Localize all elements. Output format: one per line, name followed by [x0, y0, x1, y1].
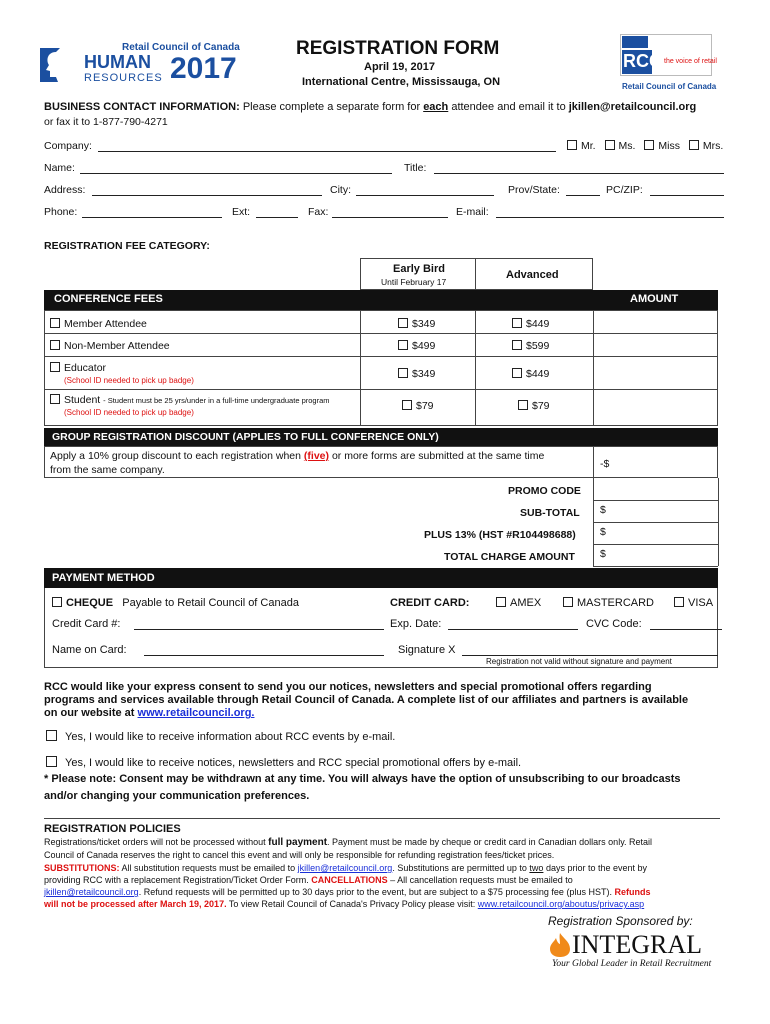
mastercard-checkbox[interactable]	[563, 597, 573, 607]
group-discount-bar: GROUP REGISTRATION DISCOUNT (APPLIES TO FULL CONFERENCE ONLY)	[44, 428, 718, 446]
policy-line-3: SUBSTITUTIONS: All substitution requests must be emailed to jkillen@retailcouncil.org. Substitutions are permitted up to two days prior to the event by	[44, 863, 647, 873]
event-date: April 19, 2017	[364, 61, 435, 73]
amex-checkbox[interactable]	[496, 597, 506, 607]
signature-note: Registration not valid without signature and payment	[486, 657, 672, 666]
cancellation-email-link[interactable]: jkillen@retailcouncil.org	[44, 887, 139, 897]
ext-field[interactable]	[256, 217, 298, 218]
student-note: (School ID needed to pick up badge)	[64, 408, 194, 417]
educator-note: (School ID needed to pick up badge)	[64, 376, 194, 385]
address-field[interactable]	[92, 195, 322, 196]
conference-fees-bar: CONFERENCE FEES AMOUNT	[44, 290, 718, 310]
pc-field[interactable]	[650, 195, 724, 196]
cvc-label: CVC Code:	[586, 618, 642, 630]
website-link[interactable]: www.retailcouncil.org.	[137, 707, 255, 719]
signature-label: Signature X	[398, 644, 456, 656]
city-label: City:	[330, 184, 351, 196]
page-title: REGISTRATION FORM	[296, 38, 500, 59]
ext-label: Ext:	[232, 206, 251, 218]
logo-top-text: Retail Council of Canada	[122, 42, 240, 53]
contact-email[interactable]: jkillen@retailcouncil.org	[568, 101, 697, 113]
consent-option-events: Yes, I would like to receive information about RCC events by e-mail.	[46, 730, 395, 743]
consent-note-2: and/or changing your communication preferences.	[44, 790, 310, 802]
fax-line: or fax it to 1-877-790-4271	[44, 116, 168, 128]
consent-note-1: * Please note: Consent may be withdrawn at any time. You will always have the option of unsubscribing to our broadcasts	[44, 773, 681, 785]
promo-code-label: PROMO CODE	[508, 485, 581, 497]
mr-checkbox[interactable]	[567, 140, 577, 150]
early-bird-header: Early Bird Until February 17	[360, 258, 476, 290]
table-row: Member Attendee	[50, 318, 147, 330]
rcc-tagline: the voice of retail	[664, 58, 717, 65]
flame-icon	[548, 932, 572, 958]
company-field[interactable]	[98, 151, 556, 152]
consent-line-2: programs and services available through Retail Council of Canada. A complete list of our affiliates and partners is available	[44, 694, 689, 706]
name-field[interactable]	[80, 173, 392, 174]
consent-line-3: on our website at www.retailcouncil.org.	[44, 707, 255, 719]
company-label: Company:	[44, 140, 92, 152]
consent-line-1: RCC would like your express consent to send you our notices, newsletters and special promotional offers regarding	[44, 681, 652, 693]
member-checkbox[interactable]	[50, 318, 60, 328]
visa-checkbox[interactable]	[674, 597, 684, 607]
name-on-card-label: Name on Card:	[52, 644, 127, 656]
student-early-checkbox[interactable]	[402, 400, 412, 410]
policy-line-4: providing RCC with a replacement Registration/Ticket Order Form. CANCELLATIONS – All cancellation requests must be emailed to	[44, 875, 573, 885]
exp-date-label: Exp. Date:	[390, 618, 442, 630]
consent-option-offers: Yes, I would like to receive notices, newsletters and RCC special promotional offers by e-mail.	[46, 756, 521, 769]
consent-offers-checkbox[interactable]	[46, 756, 57, 767]
card-number-field[interactable]	[134, 629, 384, 630]
prov-label: Prov/State:	[508, 184, 560, 196]
student-adv-checkbox[interactable]	[518, 400, 528, 410]
name-on-card-field[interactable]	[144, 655, 384, 656]
consent-events-checkbox[interactable]	[46, 730, 57, 741]
salutation-options: Mr. Ms. Miss Mrs.	[567, 140, 723, 152]
table-row: Educator	[50, 362, 106, 374]
nonmember-adv-checkbox[interactable]	[512, 340, 522, 350]
student-early-price: $79	[402, 400, 434, 412]
card-number-label: Credit Card #:	[52, 618, 121, 630]
member-adv-price: $449	[512, 318, 549, 330]
member-early-price: $349	[398, 318, 435, 330]
cheque-option: CHEQUE Payable to Retail Council of Canada	[52, 597, 299, 609]
policy-line-1: Registrations/ticket orders will not be processed without full payment. Payment must be made by cheque or credit card in Canadian dollars only. Retail	[44, 837, 653, 848]
educator-checkbox[interactable]	[50, 362, 60, 372]
rcc-logo-text: RCC	[623, 51, 662, 71]
member-early-checkbox[interactable]	[398, 318, 408, 328]
hr-2017-logo	[36, 40, 246, 88]
hst-label: PLUS 13% (HST #R104498688)	[424, 529, 576, 541]
miss-checkbox[interactable]	[644, 140, 654, 150]
student-checkbox[interactable]	[50, 394, 60, 404]
table-row: Student - Student must be 25 yrs/under in a full-time undergraduate program	[50, 394, 330, 406]
pc-label: PC/ZIP:	[606, 184, 643, 196]
nonmember-early-checkbox[interactable]	[398, 340, 408, 350]
subtotal-value[interactable]: $	[600, 504, 606, 516]
credit-card-label: CREDIT CARD:	[390, 597, 470, 609]
cheque-checkbox[interactable]	[52, 597, 62, 607]
exp-date-field[interactable]	[448, 629, 578, 630]
total-value[interactable]: $	[600, 548, 606, 560]
member-adv-checkbox[interactable]	[512, 318, 522, 328]
educator-adv-checkbox[interactable]	[512, 368, 522, 378]
cvc-field[interactable]	[650, 629, 722, 630]
event-venue: International Centre, Mississauga, ON	[302, 76, 501, 88]
educator-adv-price: $449	[512, 368, 549, 380]
integral-tagline: Your Global Leader in Retail Recruitment	[552, 959, 712, 969]
educator-early-checkbox[interactable]	[398, 368, 408, 378]
group-discount-text: Apply a 10% group discount to each registration when (five) or more forms are submitted at the same time	[50, 450, 545, 462]
privacy-policy-link[interactable]: www.retailcouncil.org/aboutus/privacy.asp	[477, 899, 645, 909]
title-field[interactable]	[434, 173, 724, 174]
prov-field[interactable]	[566, 195, 600, 196]
email-field[interactable]	[496, 217, 724, 218]
substitution-email-link[interactable]: jkillen@retailcouncil.org	[297, 863, 393, 873]
policy-line-2: Council of Canada reserves the right to cancel this event and will only be responsible for refunding registration fees/ticket prices.	[44, 850, 555, 860]
nonmember-checkbox[interactable]	[50, 340, 60, 350]
total-label: TOTAL CHARGE AMOUNT	[444, 551, 575, 563]
name-label: Name:	[44, 162, 75, 174]
hst-value[interactable]: $	[600, 526, 606, 538]
promo-code-field[interactable]	[594, 479, 718, 500]
logo-human-text: HUMAN	[84, 52, 151, 72]
advanced-header: Advanced	[475, 258, 593, 290]
logo-resources-text: RESOURCES	[84, 72, 163, 84]
group-discount-text-2: from the same company.	[50, 464, 165, 476]
email-label: E-mail:	[456, 206, 489, 218]
nonmember-early-price: $499	[398, 340, 435, 352]
policies-heading: REGISTRATION POLICIES	[44, 823, 181, 835]
amex-option: AMEX	[496, 597, 541, 609]
city-field[interactable]	[356, 195, 494, 196]
nonmember-adv-price: $599	[512, 340, 549, 352]
rcc-logo	[620, 34, 717, 92]
phone-label: Phone:	[44, 206, 78, 218]
subtotal-label: SUB-TOTAL	[520, 507, 580, 519]
visa-option: VISA	[674, 597, 713, 609]
mrs-checkbox[interactable]	[689, 140, 699, 150]
logo-year-text: 2017	[170, 52, 237, 85]
address-label: Address:	[44, 184, 86, 196]
student-adv-price: $79	[518, 400, 550, 412]
integral-logo	[548, 930, 728, 974]
sponsor-label: Registration Sponsored by:	[548, 914, 693, 928]
title-label: Title:	[404, 162, 427, 174]
head-silhouette-icon	[36, 44, 78, 86]
group-discount-amount[interactable]: -$	[600, 458, 610, 470]
ms-checkbox[interactable]	[605, 140, 615, 150]
mastercard-option: MASTERCARD	[563, 597, 654, 609]
educator-early-price: $349	[398, 368, 435, 380]
rcc-caption: Retail Council of Canada	[622, 82, 717, 91]
table-row: Non-Member Attendee	[50, 340, 170, 352]
phone-field[interactable]	[82, 217, 222, 218]
fax-label: Fax:	[308, 206, 329, 218]
policy-line-5: jkillen@retailcouncil.org. Refund requests will be permitted up to 30 days prior to the event, but are subject to a $75 processing fee (plus HST). Refunds	[44, 887, 651, 897]
policy-line-6: will not be processed after March 19, 2017. To view Retail Council of Canada's Privacy Policy please visit: www.retailcouncil.org/aboutus/privacy.asp	[44, 899, 645, 909]
fee-category-heading: REGISTRATION FEE CATEGORY:	[44, 240, 210, 252]
signature-field[interactable]	[462, 655, 718, 656]
fax-field[interactable]	[332, 217, 448, 218]
contact-instructions: BUSINESS CONTACT INFORMATION: Please complete a separate form for each attendee and email it to jkillen@retailcouncil.org	[44, 101, 697, 113]
payment-method-bar: PAYMENT METHOD	[44, 568, 718, 588]
integral-name: INTEGRAL	[572, 930, 702, 959]
